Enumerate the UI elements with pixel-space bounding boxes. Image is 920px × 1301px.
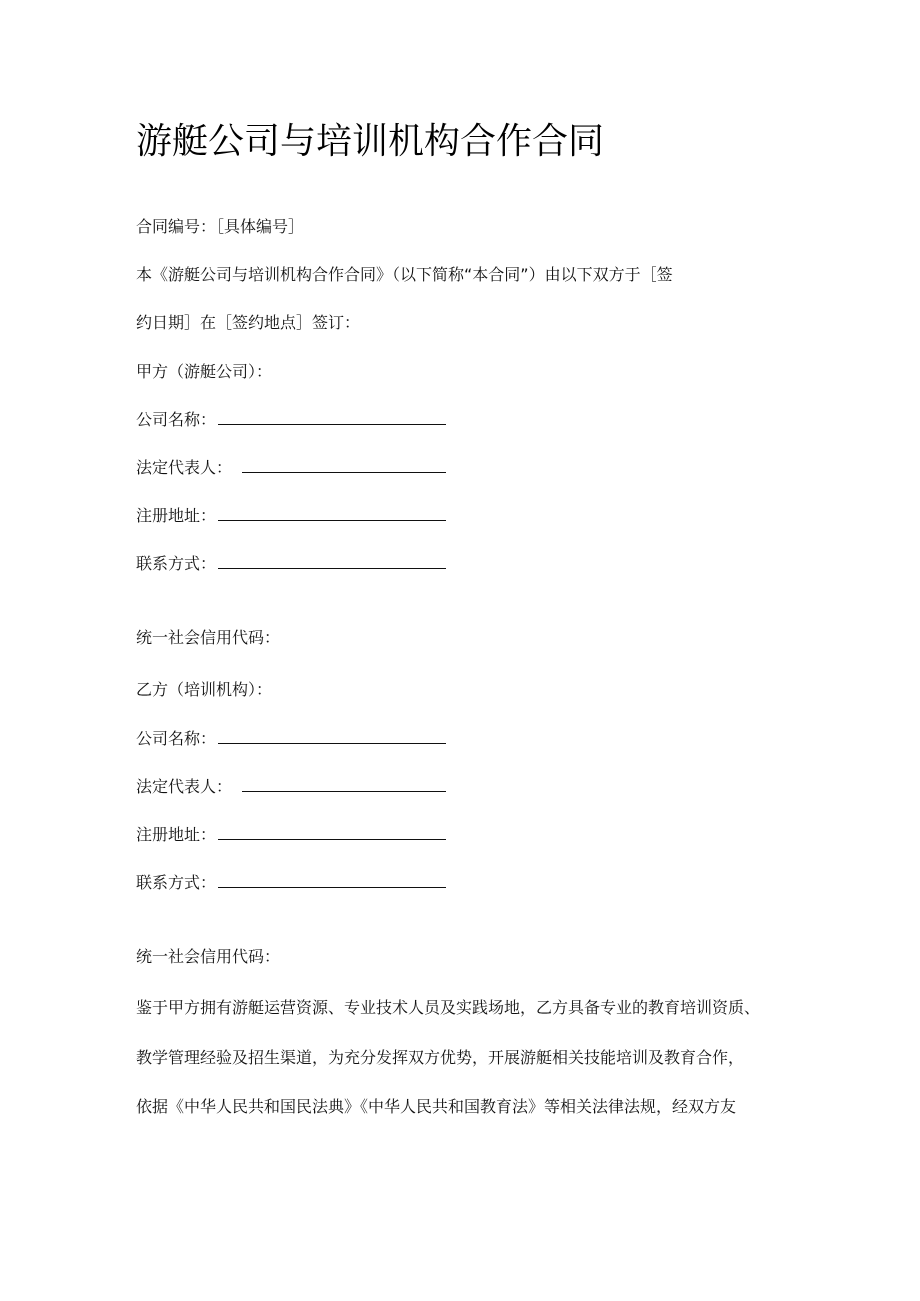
party-a-legal-rep-label: 法定代表人： bbox=[136, 458, 233, 477]
preamble-line-3: 依据《中华人民共和国民法典》《中华人民共和国教育法》等相关法律法规，经双方友 bbox=[136, 1097, 737, 1116]
intro-line-2: 约日期］在［签约地点］签订： bbox=[136, 313, 361, 332]
party-a-address-label: 注册地址： bbox=[136, 506, 217, 525]
party-b-legal-rep-label: 法定代表人： bbox=[136, 777, 233, 796]
party-a-company-name-row bbox=[136, 408, 446, 432]
preamble-line-1: 鉴于甲方拥有游艇运营资源、专业技术人员及实践场地，乙方具备专业的教育培训资质、 bbox=[136, 998, 761, 1017]
party-b-address-label: 注册地址： bbox=[136, 825, 217, 844]
party-a-address-field[interactable] bbox=[218, 504, 446, 521]
party-b-heading: 乙方（培训机构）： bbox=[136, 680, 273, 699]
party-b-company-name-label: 公司名称： bbox=[136, 729, 217, 748]
party-a-legal-rep-row bbox=[136, 456, 446, 480]
party-b-address-field[interactable] bbox=[218, 823, 446, 840]
party-a-credit-code: 统一社会信用代码： bbox=[136, 628, 281, 647]
party-b-address-row bbox=[136, 823, 446, 847]
party-b-legal-rep-field[interactable] bbox=[242, 775, 446, 792]
party-a-company-name-label: 公司名称： bbox=[136, 410, 217, 429]
intro-line-1: 本《游艇公司与培训机构合作合同》（以下简称“本合同”）由以下双方于［签 bbox=[136, 265, 673, 284]
contract-number: 合同编号：［具体编号］ bbox=[136, 217, 305, 236]
party-b-contact-field[interactable] bbox=[218, 871, 446, 888]
party-a-address-row bbox=[136, 504, 446, 528]
party-a-company-name-field[interactable] bbox=[218, 408, 446, 425]
party-a-contact-row bbox=[136, 552, 446, 576]
party-b-credit-code: 统一社会信用代码： bbox=[136, 947, 281, 966]
party-a-heading: 甲方（游艇公司）： bbox=[136, 362, 273, 381]
party-b-company-name-row bbox=[136, 727, 446, 751]
party-b-legal-rep-row bbox=[136, 775, 446, 799]
party-a-legal-rep-field[interactable] bbox=[242, 456, 446, 473]
party-b-company-name-field[interactable] bbox=[218, 727, 446, 744]
party-b-contact-row bbox=[136, 871, 446, 895]
party-a-contact-field[interactable] bbox=[218, 552, 446, 569]
preamble-line-2: 教学管理经验及招生渠道，为充分发挥双方优势，开展游艇相关技能培训及教育合作， bbox=[136, 1048, 745, 1067]
document-title: 游艇公司与培训机构合作合同 bbox=[136, 121, 605, 162]
party-b-contact-label: 联系方式： bbox=[136, 873, 217, 892]
party-a-contact-label: 联系方式： bbox=[136, 554, 217, 573]
